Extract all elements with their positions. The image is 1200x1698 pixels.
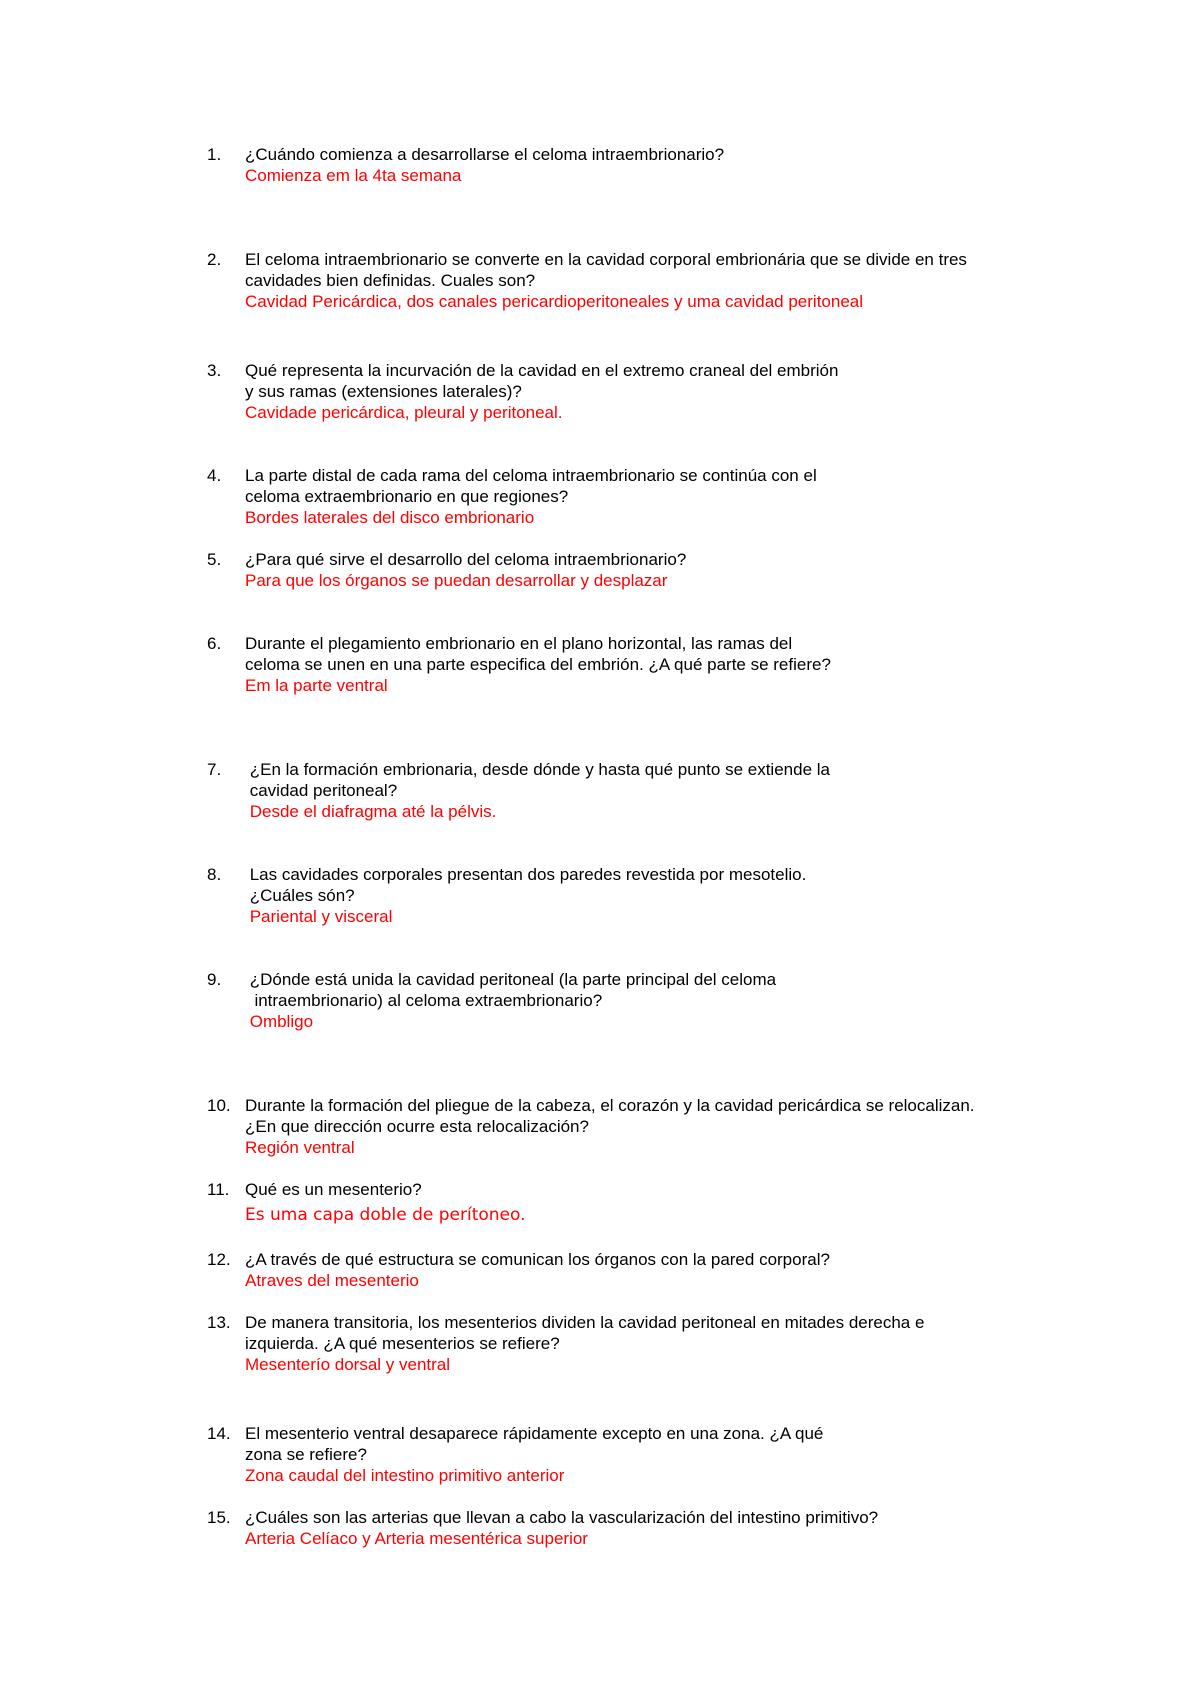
answer-text: Cavidad Pericárdica, dos canales pericardioperitoneales y uma cavidad peritoneal [245,292,864,311]
question-text: ¿A través de qué estructura se comunican los órganos con la pared corporal? [245,1250,830,1269]
answer-text: Es uma capa doble de perítoneo. [245,1205,526,1225]
question-text: cavidad peritoneal? [245,781,398,800]
answer-text: Pariental y visceral [245,907,393,926]
question-body [245,1249,1045,1291]
question-text: El mesenterio ventral desaparece rápidamente excepto en una zona. ¿A qué [245,1424,824,1443]
question-body [245,360,1045,423]
question-text: Durante la formación del pliegue de la cabeza, el corazón y la cavidad pericárdica se relocalizan. [245,1096,975,1115]
question-text: ¿Cuáles son las arterias que llevan a cabo la vascularización del intestino primitivo? [245,1508,879,1527]
question-text: La parte distal de cada rama del celoma intraembrionario se continúa con el [245,466,817,485]
question-text: Las cavidades corporales presentan dos paredes revestida por mesotelio. [245,865,807,884]
question-body [245,144,1045,186]
question-body [245,1179,1045,1227]
answer-text: Comienza em la 4ta semana [245,166,462,185]
question-text: intraembrionario) al celoma extraembrionario? [245,991,603,1010]
question-body [245,864,1045,927]
question-number: 6. [207,634,222,653]
question-number: 4. [207,466,222,485]
question-body [245,465,1045,528]
question-body [245,1095,1045,1158]
question-number: 1. [207,145,222,164]
question-number: 3. [207,361,222,380]
answer-text: Atraves del mesenterio [245,1271,419,1290]
question-text: y sus ramas (extensiones laterales)? [245,382,522,401]
answer-text: Bordes laterales del disco embrionario [245,508,535,527]
question-body [245,1507,1045,1549]
question-number: 15. [207,1508,231,1527]
question-text: celoma extraembrionario en que regiones? [245,487,569,506]
answer-text: Para que los órganos se puedan desarrollar y desplazar [245,571,668,590]
question-number: 14. [207,1424,231,1443]
question-text: izquierda. ¿A qué mesenterios se refiere? [245,1334,560,1353]
question-text: Qué es un mesenterio? [245,1180,422,1199]
question-text: ¿En la formación embrionaria, desde dónde y hasta qué punto se extiende la [245,760,830,779]
answer-text: Zona caudal del intestino primitivo anterior [245,1466,565,1485]
question-body [245,759,1045,822]
answer-text: Ombligo [245,1012,314,1031]
question-text: El celoma intraembrionario se converte en la cavidad corporal embrionária que se divide en tres [245,250,967,269]
question-text: celoma se unen en una parte especifica del embrión. ¿A qué parte se refiere? [245,655,831,674]
question-body [245,1312,1045,1375]
question-text: Qué representa la incurvación de la cavidad en el extremo craneal del embrión [245,361,839,380]
answer-text: Arteria Celíaco y Arteria mesentérica superior [245,1529,588,1548]
question-body [245,1423,1045,1486]
answer-text: Em la parte ventral [245,676,388,695]
question-text: zona se refiere? [245,1445,367,1464]
question-text: Durante el plegamiento embrionario en el plano horizontal, las ramas del [245,634,793,653]
question-text: cavidades bien definidas. Cuales son? [245,271,536,290]
question-number: 9. [207,970,222,989]
question-text: ¿Cuándo comienza a desarrollarse el celoma intraembrionario? [245,145,725,164]
question-number: 13. [207,1313,231,1332]
question-text: ¿En que dirección ocurre esta relocalización? [245,1117,589,1136]
question-text: ¿Cuáles són? [245,886,355,905]
question-body [245,969,1045,1032]
question-number: 2. [207,250,222,269]
question-body [245,549,1045,591]
answer-text: Mesenterío dorsal y ventral [245,1355,451,1374]
question-number: 10. [207,1096,231,1115]
answer-text: Cavidade pericárdica, pleural y peritoneal. [245,403,563,422]
question-text: ¿Para qué sirve el desarrollo del celoma intraembrionario? [245,550,687,569]
question-body [245,249,1045,312]
question-number: 5. [207,550,222,569]
question-text: De manera transitoria, los mesenterios dividen la cavidad peritoneal en mitades derecha e [245,1313,925,1332]
answer-text: Desde el diafragma até la pélvis. [245,802,497,821]
question-number: 8. [207,865,222,884]
question-number: 12. [207,1250,231,1269]
question-text: ¿Dónde está unida la cavidad peritoneal (la parte principal del celoma [245,970,777,989]
question-number: 11. [207,1180,230,1199]
question-number: 7. [207,760,222,779]
question-body [245,633,1045,696]
answer-text: Región ventral [245,1138,355,1157]
